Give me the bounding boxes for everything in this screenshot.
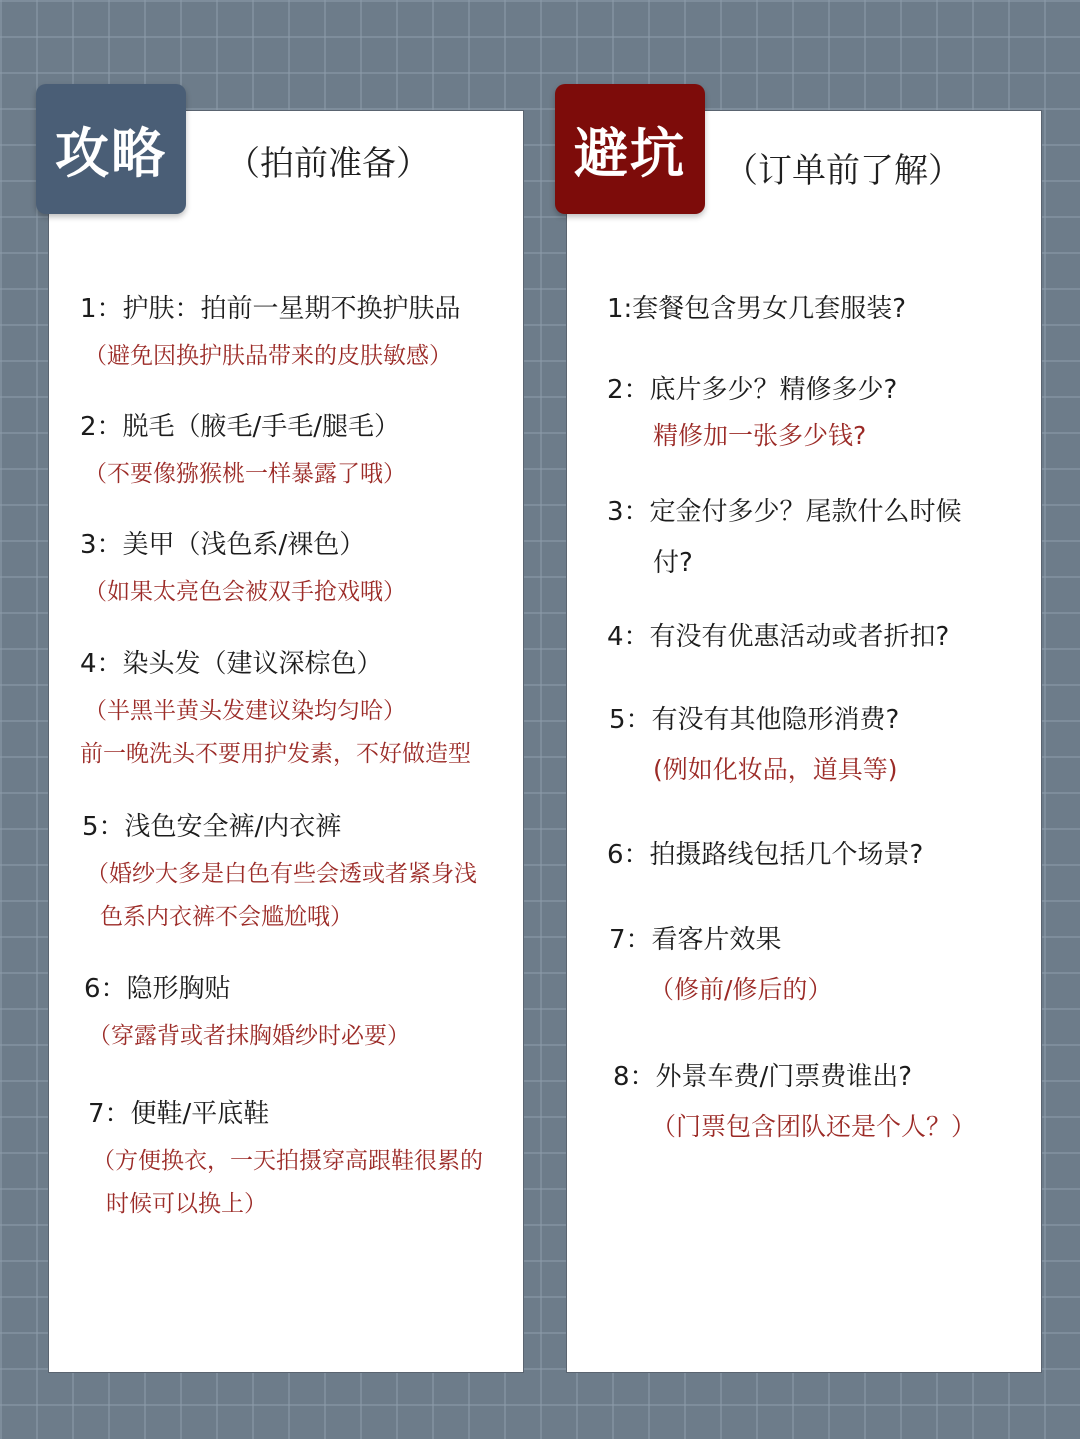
- item-title: 6：隐形胸贴: [84, 974, 231, 1004]
- list-item: [80, 406, 406, 488]
- list-item: [607, 491, 962, 579]
- item-title: 2：脱毛（腋毛/手毛/腿毛）: [80, 412, 401, 442]
- item-title: 4：有没有优惠活动或者折扣?: [607, 622, 950, 652]
- list-item: [607, 834, 923, 871]
- item-title: 3：定金付多少？尾款什么时候: [607, 497, 962, 527]
- item-title: 8：外景车费/门票费谁出?: [613, 1062, 913, 1092]
- item-title: 3：美甲（浅色系/裸色）: [80, 530, 366, 560]
- item-title-continuation: 付?: [653, 548, 693, 578]
- list-item: [82, 806, 477, 931]
- list-item: [607, 288, 906, 325]
- item-note: 时候可以换上）: [106, 1191, 267, 1217]
- item-title: 1：护肤：拍前一星期不换护肤品: [80, 294, 461, 324]
- item-title: 5：浅色安全裤/内衣裤: [82, 812, 342, 842]
- item-title: 7：便鞋/平底鞋: [88, 1099, 270, 1129]
- item-note: （门票包含团队还是个人？）: [651, 1112, 977, 1141]
- item-title: 4：染头发（建议深棕色）: [80, 649, 383, 679]
- item-note: （穿露背或者抹胸婚纱时必要）: [88, 1023, 410, 1049]
- item-title: 5：有没有其他隐形消费?: [609, 705, 900, 735]
- item-note: （避免因换护肤品带来的皮肤敏感）: [84, 343, 452, 369]
- item-title: 7：看客片效果: [609, 925, 782, 955]
- list-item: [88, 1093, 483, 1218]
- item-note: 精修加一张多少钱?: [653, 421, 867, 450]
- list-item: [609, 919, 832, 1006]
- list-item: [607, 616, 949, 653]
- item-note: （方便换衣，一天拍摄穿高跟鞋很累的: [92, 1148, 483, 1174]
- list-item: [609, 699, 899, 786]
- item-note: (例如化妆品，道具等): [653, 755, 898, 784]
- item-title: 2：底片多少？精修多少?: [607, 375, 898, 405]
- strategy-badge: 攻略: [36, 84, 186, 214]
- list-item: [80, 524, 406, 606]
- item-note: （如果太亮色会被双手抢戏哦）: [84, 579, 406, 605]
- list-item: [607, 369, 897, 452]
- item-note: （修前/修后的）: [649, 975, 833, 1004]
- list-item: [84, 968, 410, 1050]
- list-item: [80, 643, 471, 768]
- right-subtitle: （订单前了解）: [724, 151, 962, 191]
- list-item: [80, 288, 461, 370]
- list-item: [613, 1056, 976, 1143]
- left-subtitle: （拍前准备）: [226, 144, 430, 184]
- item-note: 色系内衣裤不会尴尬哦）: [100, 904, 353, 930]
- item-note: （不要像猕猴桃一样暴露了哦）: [84, 461, 406, 487]
- pitfalls-badge: 避坑: [555, 84, 705, 214]
- item-note: 前一晚洗头不要用护发素，不好做造型: [80, 741, 471, 767]
- item-note: （半黑半黄头发建议染均匀哈）: [84, 698, 406, 724]
- item-title: 1:套餐包含男女几套服装?: [607, 294, 907, 324]
- item-title: 6：拍摄路线包括几个场景?: [607, 840, 924, 870]
- item-note: （婚纱大多是白色有些会透或者紧身浅: [86, 861, 477, 887]
